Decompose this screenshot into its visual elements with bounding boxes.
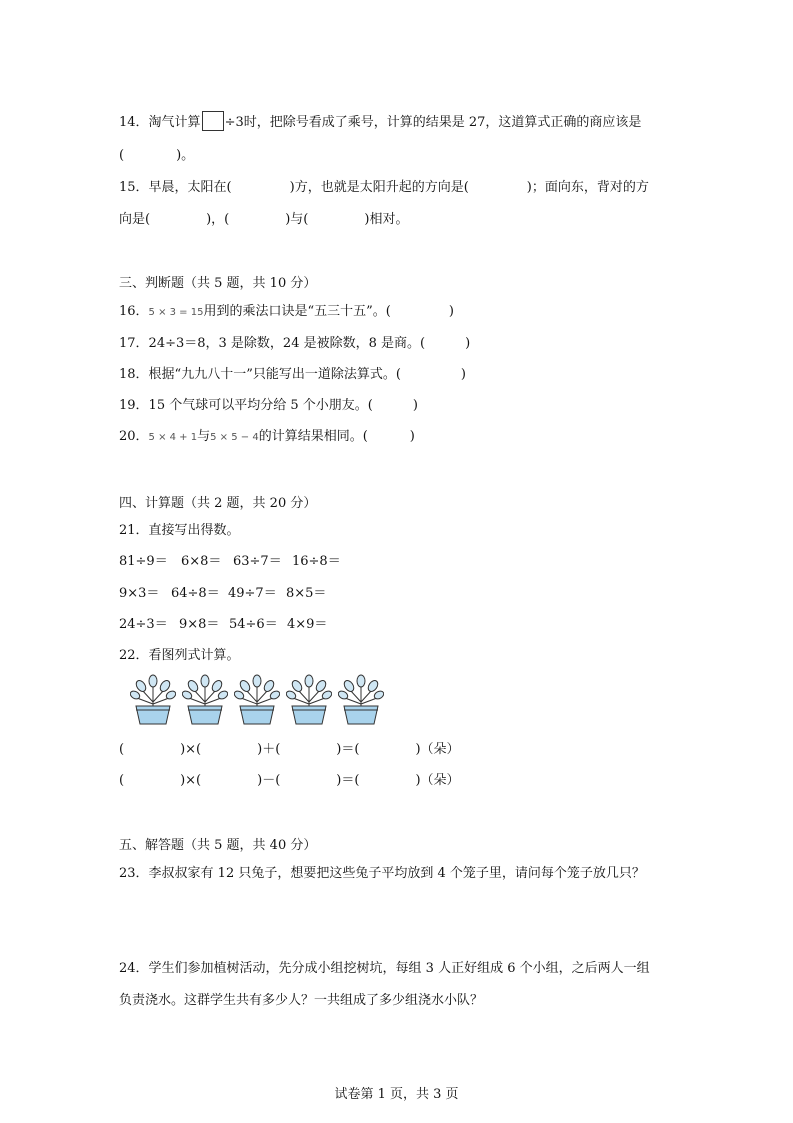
q22-title: 22．看图列式计算。: [119, 648, 240, 663]
q20-expression-2: 5 × 5 − 4: [210, 432, 259, 443]
calc-item: 54÷6＝: [229, 617, 278, 632]
q21-row-2: [119, 586, 326, 602]
calc-item: 9×8＝: [179, 617, 220, 632]
calc-item: 8×5＝: [286, 586, 327, 601]
page-footer: 试卷第 1 页，共 3 页: [334, 1087, 459, 1102]
q15-line1: 15．早晨，太阳在( )方，也就是太阳升起的方向是( )；面向东，背对的方: [119, 180, 649, 195]
section-3-title: 三、判断题（共 5 题，共 10 分）: [119, 276, 317, 291]
section-5-title: 五、解答题（共 5 题，共 40 分）: [119, 838, 317, 853]
q14-line1: 14．淘气计算 ÷3时，把除号看成了乘号，计算的结果是 27，这道算式正确的商应该是: [119, 111, 641, 131]
q18: 18．根据“九九八十一”只能写出一道除法算式。( ): [119, 367, 466, 382]
calc-item: 16÷8＝: [292, 554, 341, 569]
calc-item: 6×8＝: [181, 554, 222, 569]
flower-pot-icon: [338, 672, 384, 726]
section-4-title: 四、计算题（共 2 题，共 20 分）: [119, 496, 317, 511]
q22-row-1: ( )×( )＋( )＝( )（朵）: [119, 742, 460, 757]
q20-expression-1: 5 × 4 + 1: [148, 432, 198, 443]
q16-expression: 5 × 3 = 15: [148, 307, 204, 318]
q17: 17．24÷3＝8，3 是除数，24 是被除数，8 是商。( ): [119, 336, 471, 351]
flower-pot-icon: [286, 672, 332, 726]
flower-pot-icon: [234, 672, 280, 726]
q22-row-2: ( )×( )－( )＝( )（朵）: [119, 773, 460, 788]
q24-line1: 24．学生们参加植树活动，先分成小组挖树坑，每组 3 人正好组成 6 个小组，之后两人一组: [119, 961, 650, 976]
q19: 19．15 个气球可以平均分给 5 个小朋友。( ): [119, 398, 418, 413]
q15-line2: 向是( )，( )与( )相对。: [119, 212, 409, 227]
calc-item: 49÷7＝: [228, 586, 277, 601]
q14-number: 14．: [119, 115, 149, 130]
q14-line2: ( )。: [119, 148, 195, 163]
flower-pot-icon: [182, 672, 228, 726]
q14-answer-box[interactable]: [202, 111, 224, 131]
calc-item: 81÷9＝: [119, 554, 168, 569]
calc-item: 63÷7＝: [233, 554, 282, 569]
q16: 16．5 × 3 = 15用到的乘法口诀是“五三十五”。( ): [119, 304, 454, 319]
q20: 20．5 × 4 + 1与5 × 5 − 4的计算结果相同。( ): [119, 429, 415, 444]
calc-item: 9×3＝: [119, 586, 160, 601]
calc-item: 64÷8＝: [171, 586, 220, 601]
q21-row-3: [119, 617, 327, 633]
calc-item: 24÷3＝: [119, 617, 168, 632]
q23: 23．李叔叔家有 12 只兔子，想要把这些兔子平均放到 4 个笼子里，请问每个笼子放几只？: [119, 866, 645, 881]
flower-pot-icon: [130, 672, 176, 726]
q24-line2: 负责浇水。这群学生共有多少人？一共组成了多少组浇水小队？: [119, 993, 484, 1008]
q21-title: 21．直接写出得数。: [119, 523, 240, 538]
calc-item: 4×9＝: [287, 617, 328, 632]
q21-row-1: [119, 554, 341, 570]
